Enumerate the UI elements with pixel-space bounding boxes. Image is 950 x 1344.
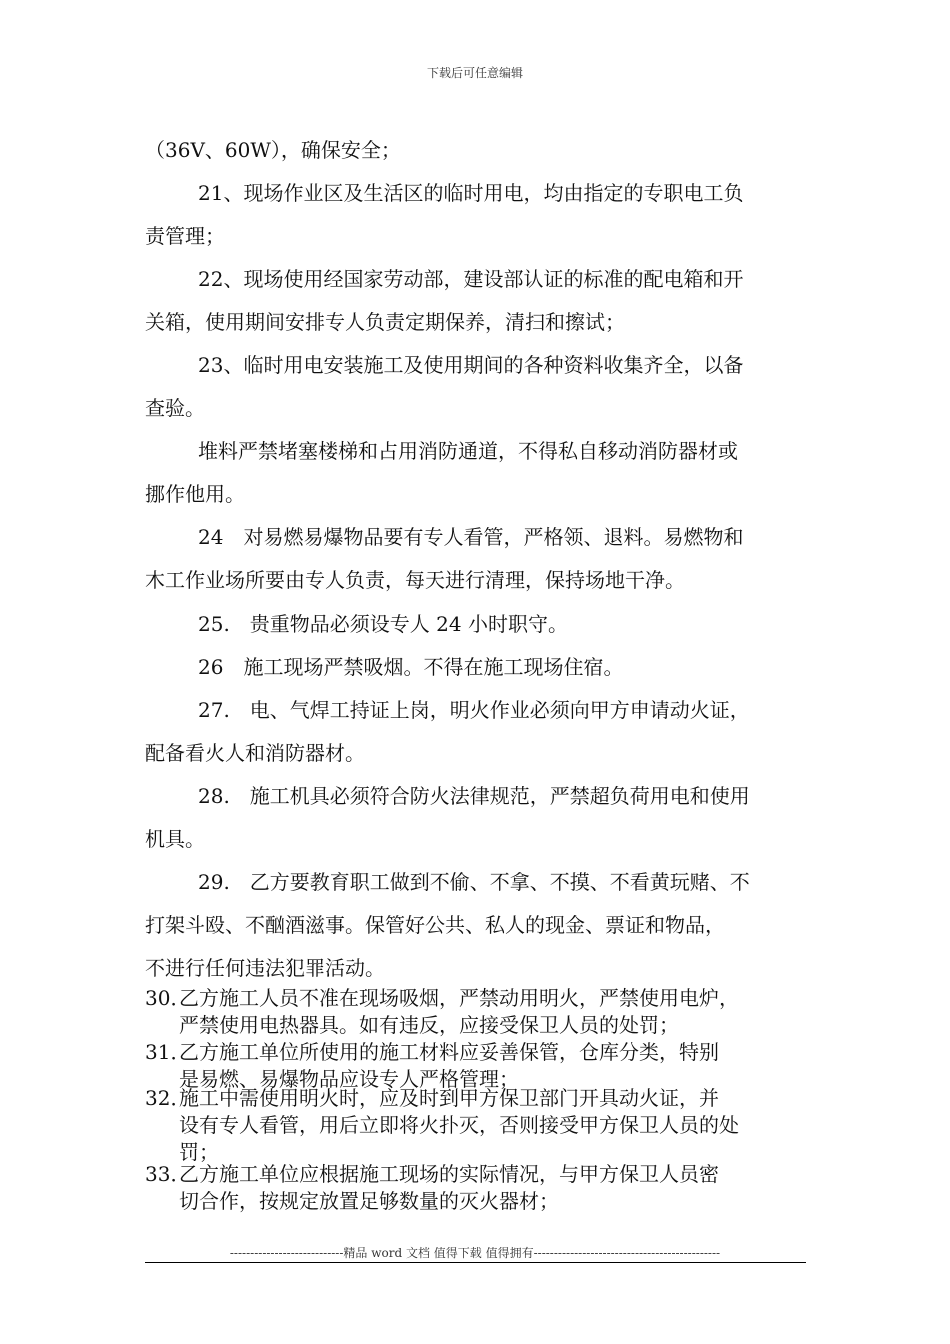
list-item-number: 33． [145, 1162, 191, 1186]
paragraph-line: 木工作业场所要由专人负责，每天进行清理，保持场地干净。 [145, 568, 685, 592]
list-item-text: 乙方施工单位应根据施工现场的实际情况，与甲方保卫人员密 [179, 1162, 719, 1186]
list-item-number: 30． [145, 986, 191, 1010]
list-item-text: 乙方施工单位所使用的施工材料应妥善保管，仓库分类，特别 [179, 1040, 719, 1064]
list-item-text: 是易燃、易爆物品应设专人严格管理； [179, 1067, 519, 1091]
list-item [145, 1085, 739, 1164]
paragraph-line: 不进行任何违法犯罪活动。 [145, 956, 385, 980]
paragraph-line: 关箱，使用期间安排专人负责定期保养，清扫和擦试； [145, 310, 625, 334]
list-item-number: 32． [145, 1086, 191, 1110]
page-footer: ----------------------------精品 word 文档 值得下载 值得拥有---------------------------------------------- [229, 1246, 721, 1260]
paragraph-line: 挪作他用。 [145, 482, 245, 506]
paragraph-line: 21、现场作业区及生活区的临时用电，均由指定的专职电工负 [198, 181, 744, 205]
paragraph-line: 23、临时用电安装施工及使用期间的各种资料收集齐全，以备 [198, 353, 744, 377]
list-item-text: 切合作，按规定放置足够数量的灭火器材； [179, 1189, 559, 1213]
list-item [145, 1039, 719, 1091]
paragraph-line: 25. 贵重物品必须设专人 24 小时职守。 [198, 612, 568, 636]
list-item-text: 施工中需使用明火时，应及时到甲方保卫部门开具动火证，并 [179, 1086, 719, 1110]
paragraph-line: 机具。 [145, 827, 205, 851]
list-item [145, 1161, 719, 1213]
page-header: 下载后可任意编辑 [426, 66, 523, 80]
paragraph-line: 28. 施工机具必须符合防火法律规范，严禁超负荷用电和使用 [198, 784, 750, 808]
paragraph-line: 24 对易燃易爆物品要有专人看管，严格领、退料。易燃物和 [198, 525, 744, 549]
list-item-text: 严禁使用电热器具。如有违反，应接受保卫人员的处罚； [179, 1013, 679, 1037]
paragraph-line: （36V、60W），确保安全； [145, 138, 401, 162]
paragraph-line: 打架斗殴、不酗酒滋事。保管好公共、私人的现金、票证和物品， [145, 913, 725, 937]
list-item-text: 设有专人看管，用后立即将火扑灭，否则接受甲方保卫人员的处 [179, 1113, 739, 1137]
footer-rule [145, 1262, 806, 1263]
list-item-text: 罚； [179, 1140, 219, 1164]
paragraph-line: 22、现场使用经国家劳动部，建设部认证的标准的配电箱和开 [198, 267, 744, 291]
paragraph-line: 26 施工现场严禁吸烟。不得在施工现场住宿。 [198, 655, 624, 679]
list-item-number: 31． [145, 1040, 191, 1064]
list-item [145, 985, 739, 1037]
paragraph-line: 27. 电、气焊工持证上岗，明火作业必须向甲方申请动火证， [198, 698, 750, 722]
paragraph-line: 堆料严禁堵塞楼梯和占用消防通道，不得私自移动消防器材或 [198, 439, 738, 463]
paragraph-line: 责管理； [145, 224, 225, 248]
paragraph-line: 查验。 [145, 396, 205, 420]
paragraph-line: 配备看火人和消防器材。 [145, 741, 365, 765]
list-item-text: 乙方施工人员不准在现场吸烟，严禁动用明火，严禁使用电炉， [179, 986, 739, 1010]
paragraph-line: 29. 乙方要教育职工做到不偷、不拿、不摸、不看黄玩赌、不 [198, 870, 750, 894]
